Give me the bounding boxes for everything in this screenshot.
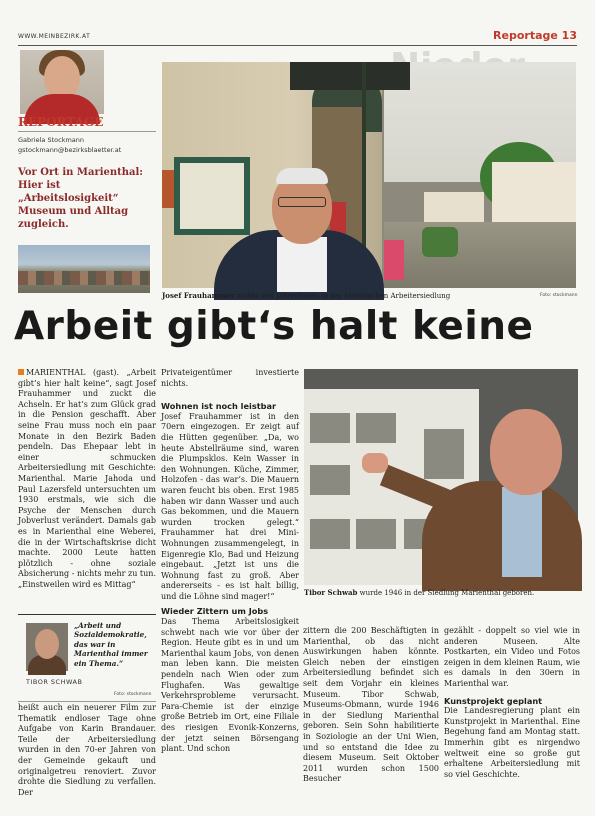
photo-man-glasses: [278, 197, 326, 207]
pull-quote-credit: Foto: stockmann: [114, 692, 152, 697]
bullet-icon: [18, 369, 24, 375]
photo2-man-head: [490, 409, 562, 495]
pull-quote-text: „Arbeit und Sozialdemokratie, das war in Marienthal immer ein Thema.“: [74, 621, 148, 668]
exhibit-picture: [310, 519, 350, 549]
photo-hedge: [422, 227, 458, 257]
col2-paragraph-2: Das Thema Arbeitslosigkeit schwebt nach wie vor über der Region. Heute gibt es in und um Marienthal kaum Jobs, von denen man leben kann. Die meisten pendeln nach Wien oder zum Flughafen. Was gewaltige Verkehrsprobleme verursacht. Para-Chemie ist der einzige große Betrieb im Ort, eine Filiale des riesigen Evonik-Konzerns, der jetzt seinen Börsengang plant. Und schon: [161, 617, 299, 754]
teaser-text: Vor Ort in Marienthal: Hier ist „Arbeitslosigkeit“ Museum und Alltag zugleich.: [18, 167, 143, 230]
col4-paragraph-2: Die Landesregierung plant ein Kunstprojekt in Marienthal. Eine Begehung fand am Montag statt. Immerhin gibt es nirgendwo weltweit eine so große gut erhaltene Arbeitersiedlung mit so viel Geschichte.: [444, 706, 580, 779]
photo-man-shirt: [277, 237, 327, 292]
quote-photo-face: [35, 629, 59, 659]
exhibit-picture: [424, 429, 464, 479]
photo2-man-hand: [362, 453, 388, 473]
headline: Arbeit gibt‘s halt keine: [14, 304, 534, 349]
author-photo: [20, 50, 104, 114]
photo2-caption-text: wurde 1946 in der Siedlung Marienthal geboren.: [357, 589, 535, 597]
reportage-rule: [18, 131, 156, 132]
museum-photo: [304, 369, 578, 585]
col4-paragraph-1: gezählt - doppelt so viel wie in anderen Museen. Alte Postkarten, ein Video und Fotos zeigen in dem kleinen Raum, wie es damals in den 30ern in Marienthal war.: [444, 626, 580, 688]
subhead-wohnen: Wohnen ist noch leistbar: [161, 401, 277, 412]
photo-roof: [290, 62, 410, 90]
reportage-label: REPORTAGE: [18, 115, 104, 129]
body-column-3: zittern die 200 Beschäftigten in Marienthal, ob das nicht Auswirkungen haben könnte. Gleich neben der einstigen Arbeitersiedlung befindet sich seit dem Vorjahr ein kleines Museum. Tibor Schwab, Museums-Obmann, wurde 1946 in der Siedlung Marienthal geboren. Sein Sohn habilitierte in Soziologie an der Uni Wien, und so entstand die Idee zu diesem Museum. Seit Oktober 2011 wurden schon 1500 Besucher: [303, 626, 439, 784]
photo1-caption-name: Josef Frauhammer: [162, 291, 235, 300]
rooftops: [18, 271, 150, 285]
col2-paragraph-1: Josef Frauhammer ist in den 70ern eingezogen. Er zeigt auf die Hütten gegenüber. „Da, wo heute Abstellräume sind, waren die Plumpsklos. Kein Wasser in den Wohnungen. Küche, Zimmer, Holzofen - das war’s. Die Mauern waren feucht bis oben. Erst 1985 haben wir dann Wasser und auch Gas bekommen, und die Mauern wurden trocken gelegt.“ Frauhammer hat drei Mini-Wohnungen zusammengelegt, in Eigenregie Klo, Bad und Heizung eingebaut. „Jetzt ist uns die Wohnung fast zu groß. Aber andererseits - es ist halt billig, und die Löhne sind mager!“: [161, 411, 299, 601]
body-column-1-continued: heißt auch ein neuerer Film zur Thematik endloser Tage ohne Aufgabe von Karin Brandauer. Teile der Arbeitersiedlung wurden in den 70-er Jahren von der Gemeinde gekauft und originalgetreu renoviert. Zuvor drohte die Siedlung zu verfallen. Der: [18, 703, 156, 797]
exhibit-picture: [356, 519, 396, 549]
header-url: WWW.MEINBEZIRK.AT: [18, 33, 91, 40]
marienthal-thumbnail-photo: [18, 245, 150, 293]
photo-notice-paper: [180, 163, 244, 229]
photo-yard: [384, 222, 576, 288]
section-label: Reportage 13: [493, 29, 577, 42]
col1-text: MARIENTHAL (gast). „Arbeit gibt’s hier halt keine“, sagt Josef Frauhammer und zuckt die Achseln. Er hat’s zum Glück grad in die Pension geschafft. Aber seine Frau muss noch ein paar Monate in den Bezirk Baden pendeln. Das Ehepaar lebt in einer schmucken Arbeitersiedlung mit Geschichte: Marienthal. Marie Jahoda und Paul Lazersfeld untersuchten um 1930 erstmals, wie sich die Psyche der Menschen durch Jobverlust verändert. Damals gab es in Marienthal eine Weberei, die in der Wirtschaftskrise dicht machte. 2000 Leute hatten plötzlich - ohne soziale Absicherung - nichts mehr zu tun. „Einstweilen wird es Mittag“: [18, 368, 156, 589]
subhead-zittern: Wieder Zittern um Jobs: [161, 606, 269, 617]
pull-quote-author: TIBOR SCHWAB: [26, 678, 83, 686]
photo-flowers: [384, 240, 404, 280]
photo1-caption: [162, 291, 450, 300]
exhibit-picture: [310, 413, 350, 443]
photo1-caption-text: wohnt seit Jahrzehnten in der historischen Arbeitersiedlung: [234, 292, 451, 300]
pull-quote-box: [18, 614, 156, 702]
body-column-4: [444, 626, 580, 798]
body-column-1: [18, 368, 156, 612]
author-name: Gabriela Stockmann: [18, 136, 85, 144]
exhibit-picture: [356, 413, 396, 443]
photo1-credit: Foto: stockmann: [540, 293, 578, 298]
photo-man-hair: [276, 168, 328, 184]
body-column-2: [161, 368, 299, 754]
subhead-kunstprojekt: Kunstprojekt geplant: [444, 695, 543, 706]
author-email[interactable]: gstockmann@bezirksblaetter.at: [18, 146, 122, 154]
main-photo: [162, 62, 576, 288]
quote-photo: [26, 623, 68, 671]
col2-intro: Privateigentümer investierte nichts.: [161, 368, 299, 388]
top-rule: [18, 45, 577, 46]
photo2-caption: [304, 588, 534, 597]
exhibit-picture: [310, 465, 350, 495]
photo2-caption-name: Tibor Schwab: [304, 588, 358, 597]
photo2-man-shirt: [502, 487, 542, 577]
